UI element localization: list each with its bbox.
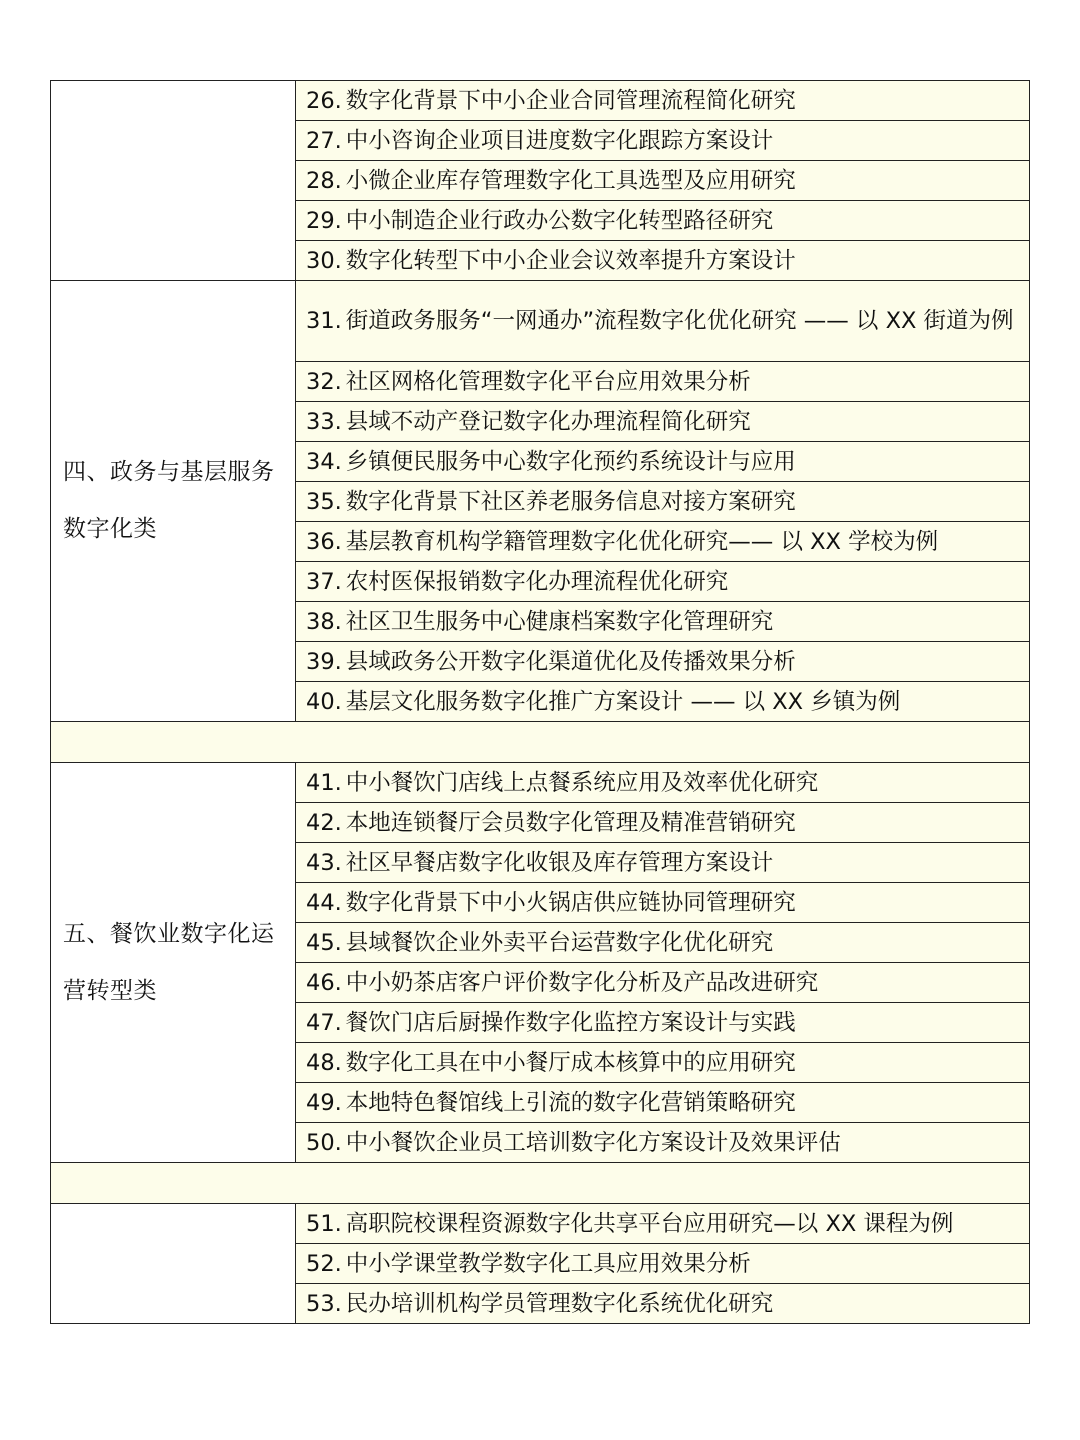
topic-number: 32. xyxy=(306,368,342,395)
topic-title: 数字化工具在中小餐厅成本核算中的应用研究 xyxy=(345,1049,796,1076)
topic-cell xyxy=(296,562,1030,602)
topic-title: 社区卫生服务中心健康档案数字化管理研究 xyxy=(345,608,774,635)
topic-cell xyxy=(296,1123,1030,1163)
topic-number: 43. xyxy=(306,849,342,876)
topic-number: 29. xyxy=(306,207,342,234)
topic-number: 36. xyxy=(306,528,342,555)
topic-cell xyxy=(296,1204,1030,1244)
topic-title: 县域政务公开数字化渠道优化及传播效果分析 xyxy=(345,648,796,675)
topic-number: 49. xyxy=(306,1089,342,1116)
category-cell: 四、政务与基层服务数字化类 xyxy=(51,281,296,722)
topic-number: 46. xyxy=(306,969,342,996)
topic-title: 高职院校课程资源数字化共享平台应用研究—以 XX 课程为例 xyxy=(345,1210,954,1237)
category-cell: 五、餐饮业数字化运营转型类 xyxy=(51,763,296,1163)
topic-number: 27. xyxy=(306,127,342,154)
topic-number: 34. xyxy=(306,448,342,475)
topic-cell xyxy=(296,763,1030,803)
topic-title: 中小咨询企业项目进度数字化跟踪方案设计 xyxy=(345,127,774,154)
topic-title: 中小制造企业行政办公数字化转型路径研究 xyxy=(345,207,774,234)
topic-cell xyxy=(296,482,1030,522)
topic-number: 42. xyxy=(306,809,342,836)
topic-number: 33. xyxy=(306,408,342,435)
category-cell xyxy=(51,81,296,281)
topic-number: 26. xyxy=(306,87,342,114)
topic-cell xyxy=(296,682,1030,722)
topic-cell xyxy=(296,522,1030,562)
topic-title: 餐饮门店后厨操作数字化监控方案设计与实践 xyxy=(345,1009,796,1036)
topic-cell xyxy=(296,1003,1030,1043)
topic-cell xyxy=(296,602,1030,642)
topic-title: 县域不动产登记数字化办理流程简化研究 xyxy=(345,408,751,435)
table-row xyxy=(51,281,1030,362)
topic-number: 48. xyxy=(306,1049,342,1076)
topic-number: 39. xyxy=(306,648,342,675)
topic-number: 45. xyxy=(306,929,342,956)
topic-title: 基层教育机构学籍管理数字化优化研究—— 以 XX 学校为例 xyxy=(345,528,939,555)
topic-cell xyxy=(296,1083,1030,1123)
topic-number: 50. xyxy=(306,1129,342,1156)
topic-title: 中小学课堂教学数字化工具应用效果分析 xyxy=(345,1250,751,1277)
topic-number: 53. xyxy=(306,1290,342,1317)
topic-number: 38. xyxy=(306,608,342,635)
topic-title: 数字化背景下中小企业合同管理流程简化研究 xyxy=(345,87,796,114)
category-cell xyxy=(51,1204,296,1324)
topic-number: 28. xyxy=(306,167,342,194)
spacer-cell xyxy=(51,722,1030,763)
topic-cell xyxy=(296,402,1030,442)
topic-title: 小微企业库存管理数字化工具选型及应用研究 xyxy=(345,167,796,194)
topic-number: 47. xyxy=(306,1009,342,1036)
topic-cell xyxy=(296,241,1030,281)
topic-number: 41. xyxy=(306,769,342,796)
topic-cell xyxy=(296,803,1030,843)
topic-number: 31. xyxy=(306,308,342,334)
topic-cell xyxy=(296,201,1030,241)
topic-cell xyxy=(296,923,1030,963)
topic-title: 民办培训机构学员管理数字化系统优化研究 xyxy=(345,1290,774,1317)
table-row xyxy=(51,1204,1030,1244)
topic-cell xyxy=(296,1244,1030,1284)
table-row xyxy=(51,81,1030,121)
topic-title: 社区网格化管理数字化平台应用效果分析 xyxy=(345,368,751,395)
topic-number: 30. xyxy=(306,247,342,274)
topic-cell xyxy=(296,81,1030,121)
topic-title: 基层文化服务数字化推广方案设计 —— 以 XX 乡镇为例 xyxy=(345,688,901,715)
topic-number: 37. xyxy=(306,568,342,595)
topic-number: 40. xyxy=(306,688,342,715)
topic-title: 县域餐饮企业外卖平台运营数字化优化研究 xyxy=(345,929,774,956)
topic-cell xyxy=(296,883,1030,923)
topic-title: 数字化转型下中小企业会议效率提升方案设计 xyxy=(345,247,796,274)
topic-cell xyxy=(296,281,1030,362)
topic-title: 中小餐饮企业员工培训数字化方案设计及效果评估 xyxy=(345,1129,841,1156)
topic-title: 乡镇便民服务中心数字化预约系统设计与应用 xyxy=(345,448,796,475)
topic-cell xyxy=(296,963,1030,1003)
topic-title: 数字化背景下社区养老服务信息对接方案研究 xyxy=(345,488,796,515)
spacer-row xyxy=(51,1163,1030,1204)
topic-cell xyxy=(296,121,1030,161)
topic-title: 中小餐饮门店线上点餐系统应用及效率优化研究 xyxy=(345,769,819,796)
topic-title: 数字化背景下中小火锅店供应链协同管理研究 xyxy=(345,889,796,916)
topic-table xyxy=(50,80,1030,1324)
topic-number: 44. xyxy=(306,889,342,916)
topic-number: 35. xyxy=(306,488,342,515)
topic-title: 本地特色餐馆线上引流的数字化营销策略研究 xyxy=(345,1089,796,1116)
topic-title: 街道政务服务“一网通办”流程数字化优化研究 —— 以 XX 街道为例 xyxy=(345,308,1014,334)
topic-cell xyxy=(296,161,1030,201)
topic-number: 52. xyxy=(306,1250,342,1277)
topic-number: 51. xyxy=(306,1210,342,1237)
spacer-row xyxy=(51,722,1030,763)
topic-title: 本地连锁餐厅会员数字化管理及精准营销研究 xyxy=(345,809,796,836)
topic-cell xyxy=(296,642,1030,682)
topic-cell xyxy=(296,1043,1030,1083)
topic-title: 社区早餐店数字化收银及库存管理方案设计 xyxy=(345,849,774,876)
topic-cell xyxy=(296,362,1030,402)
topic-cell xyxy=(296,843,1030,883)
spacer-cell xyxy=(51,1163,1030,1204)
topic-cell xyxy=(296,1284,1030,1324)
table-row xyxy=(51,763,1030,803)
topic-title: 农村医保报销数字化办理流程优化研究 xyxy=(345,568,729,595)
topic-title: 中小奶茶店客户评价数字化分析及产品改进研究 xyxy=(345,969,819,996)
topic-cell xyxy=(296,442,1030,482)
